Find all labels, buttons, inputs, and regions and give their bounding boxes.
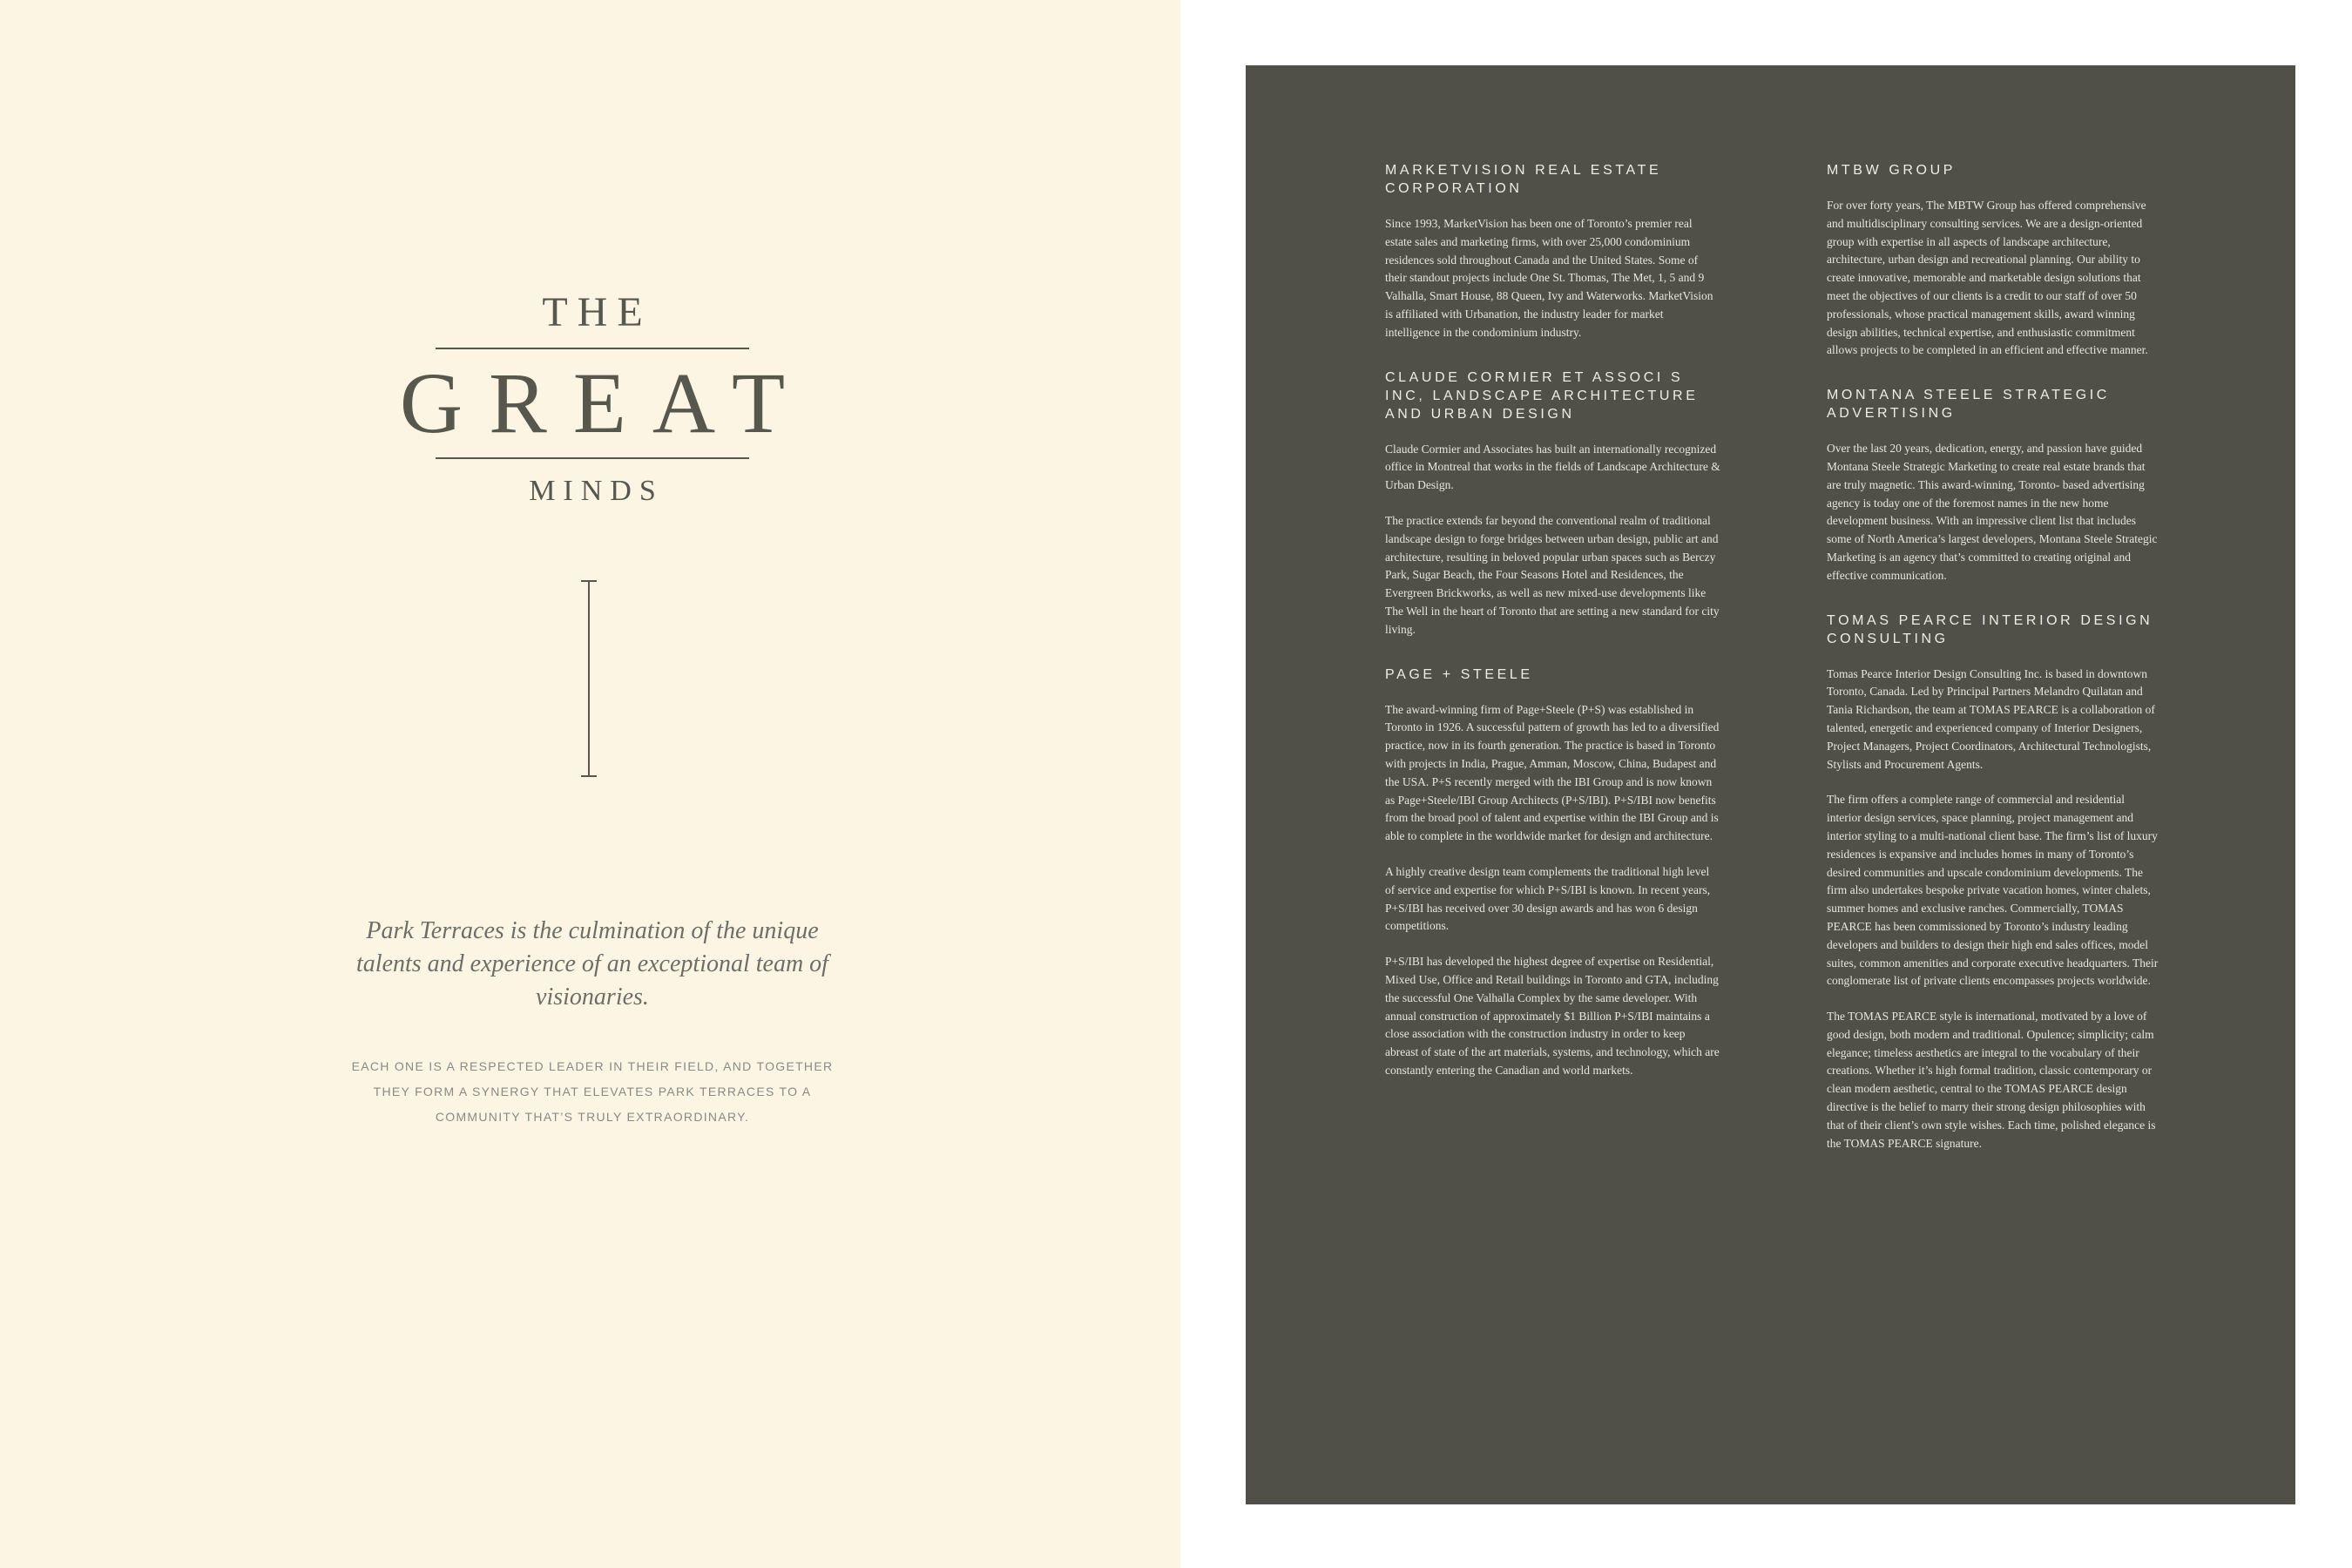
- firm-heading: CLAUDE CORMIER ET ASSOCI S INC, LANDSCAPE ARCHITECTURE AND URBAN DESIGN: [1385, 369, 1699, 422]
- firm-paragraph: Claude Cormier and Associates has built an internationally recognized office in Montreal that works in the fields of Landscape Architecture & Urban Design.: [1385, 442, 1720, 492]
- vertical-divider: [588, 580, 590, 777]
- firm-heading: MARKETVISION REAL ESTATE CORPORATION: [1385, 163, 1662, 196]
- vertical-divider-cap-bottom: [581, 775, 597, 777]
- title-rule-bottom: [436, 457, 749, 459]
- firm-paragraph: The firm offers a complete range of commercial and residential interior design services, space planning, project management and interior styling to a multi-national client base. The firm’s list of luxury residences is expansive and includes homes in many of Toronto’s desired communities and upscale condominium developments. The firm also undertakes bespoke private vacation homes, winter chalets, summer homes and exclusive ranches. Commercially, TOMAS PEARCE has been commissioned by Toronto’s industry leading developers and builders to design their high end sales offices, model suites, common amenities and corporate executive headquarters. Their conglomerate list of private clients encompasses projects worldwide.: [1827, 793, 2159, 988]
- firm-heading: MTBW GROUP: [1827, 163, 1956, 178]
- firm-paragraph: P+S/IBI has developed the highest degree of expertise on Residential, Mixed Use, Office and Retail buildings in Toronto and GTA, including the successful One Valhalla Complex by the same developer. With annual construction of approximately $1 Billion P+S/IBI maintains a close association with the construction industry in order to keep abreast of state of the art materials, systems, and technology, which are constantly entering the Canadian and world markets.: [1385, 955, 1720, 1077]
- firm-paragraph: The award-winning firm of Page+Steele (P+S) was established in Toronto in 1926. A successful pattern of growth has led to a diversified practice, now in its fourth generation. The practice is based in Toronto with projects in India, Prague, Amman, Moscow, China, Budapest and the USA. P+S recently merged with the IBI Group and is now known as Page+Steele/IBI Group Architects (P+S/IBI). P+S/IBI now benefits from the broad pool of talent and expertise within the IBI Group and is able to complete in the worldwide market for design and architecture.: [1385, 702, 1720, 843]
- title-rule-top: [436, 348, 749, 349]
- title-lockup: [331, 289, 854, 507]
- firm-section: [1385, 161, 1720, 342]
- firm-section: [1827, 161, 2162, 360]
- firm-paragraph: Since 1993, MarketVision has been one of Toronto’s premier real estate sales and marketing firms, with over 25,000 condominium residences sold throughout Canada and the United States. Some of their standout projects include One St. Thomas, The Met, 1, 5 and 9 Valhalla, Smart House, 88 Queen, Ivy and Waterworks. MarketVision is affiliated with Urbanation, the industry leader for market intelligence in the condominium industry.: [1385, 217, 1713, 339]
- firm-paragraph: Tomas Pearce Interior Design Consulting Inc. is based in downtown Toronto, Canada. Led by Principal Partners Melandro Quilatan and Tania Richardson, the team at TOMAS PEARCE is a collaboration of talented, energetic and experienced company of Interior Designers, Project Managers, Project Coordinators, Architectural Technologists, Stylists and Procurement Agents.: [1827, 666, 2155, 771]
- tagline: Park Terraces is the culmination of the unique talents and experience of an exceptional team of visionaries.: [356, 917, 828, 1010]
- firm-heading: TOMAS PEARCE INTERIOR DESIGN CONSULTING: [1827, 612, 2153, 646]
- firm-section: [1385, 368, 1720, 639]
- firm-paragraph: The practice extends far beyond the conventional realm of traditional landscape design to forge bridges between urban design, public art and architecture, resulting in beloved popular urban spaces such as Berczy Park, Sugar Beach, the Four Seasons Hotel and Residences, the Evergreen Brickworks, as well as new mixed-use developments like The Well in the heart of Toronto that are setting a new standard for city living.: [1385, 513, 1720, 636]
- intro-subtext: EACH ONE IS A RESPECTED LEADER IN THEIR FIELD, AND TOGETHER THEY FORM A SYNERGY THAT ELEVATES PARK TERRACES TO A COMMUNITY THAT’S TRULY EXTRAORDINARY.: [351, 1059, 834, 1124]
- firm-heading: PAGE + STEELE: [1385, 666, 1533, 682]
- firms-column-left: [1385, 161, 1720, 1106]
- firm-heading: MONTANA STEELE STRATEGIC ADVERTISING: [1827, 388, 2110, 422]
- title-minds: MINDS: [529, 475, 664, 507]
- firm-paragraph: The TOMAS PEARCE style is international, motivated by a love of good design, both modern and traditional. Opulence; simplicity; calm elegance; timeless aesthetics are integral to the vocabulary of their creations. Whether it’s high formal tradition, classic contemporary or clean modern aesthetic, central to the TOMAS PEARCE design directive is the belief to marry their strong design philosophies with that of their client’s own style wishes. Each time, polished elegance is the TOMAS PEARCE signature.: [1827, 1010, 2156, 1150]
- firms-column-right: [1827, 161, 2162, 1179]
- title-the: THE: [542, 289, 652, 335]
- firm-section: [1827, 386, 2162, 585]
- firm-paragraph: For over forty years, The MBTW Group has offered comprehensive and multidisciplinary consulting services. We are a design-oriented group with expertise in all aspects of landscape architecture, architecture, urban design and recreational planning. Our ability to create innovative, memorable and marketable design solutions that meet the objectives of our clients is a credit to our staff of over 50 professionals, whose practical management skills, award winning design abilities, technical expertise, and enthusiastic commitment allows projects to be completed in an efficient and effective manner.: [1827, 199, 2148, 357]
- title-great: GREAT: [399, 355, 812, 451]
- vertical-divider-cap-top: [581, 580, 597, 582]
- firm-section: [1385, 666, 1720, 1080]
- firm-paragraph: Over the last 20 years, dedication, energy, and passion have guided Montana Steele Strategic Marketing to create real estate brands that are truly magnetic. This award-winning, Toronto- based advertising agency is today one of the foremost names in the new home development business. With an impressive client list that includes some of North America’s largest developers, Montana Steele Strategic Marketing is an agency that’s committed to creating original and effective communication.: [1827, 442, 2158, 582]
- firm-paragraph: A highly creative design team complements the traditional high level of service and expertise for which P+S/IBI is known. In recent years, P+S/IBI has received over 30 design awards and has won 6 design competitions.: [1385, 864, 1711, 933]
- firm-section: [1827, 612, 2162, 1153]
